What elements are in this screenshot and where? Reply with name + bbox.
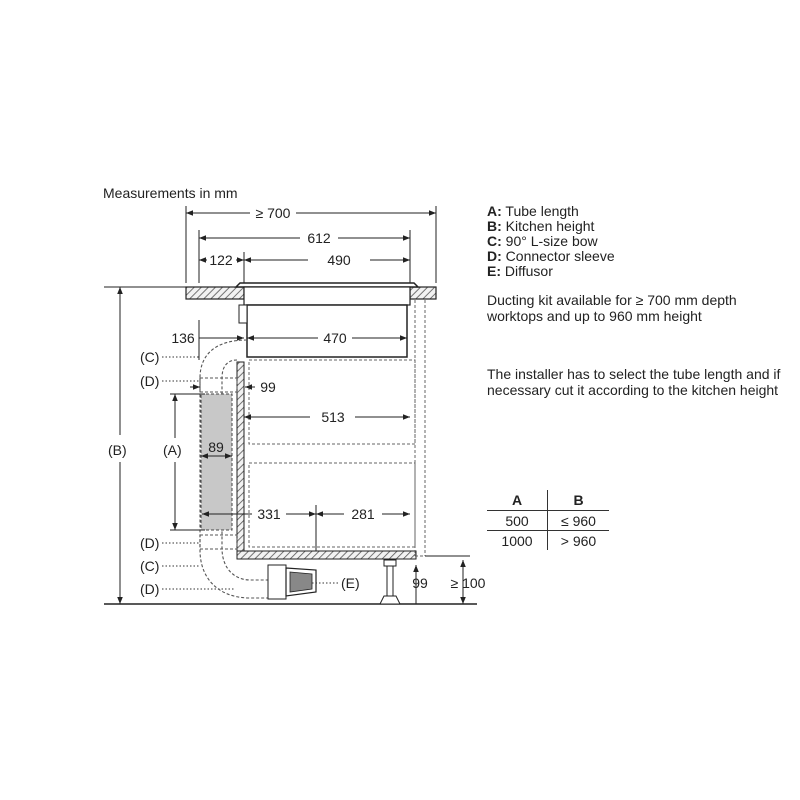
dim-136: 136: [171, 330, 195, 346]
legend-item-d: D: Connector sleeve: [487, 248, 615, 264]
dim-281: 281: [351, 506, 375, 522]
legend: [487, 204, 787, 279]
hob-body: [244, 287, 410, 305]
callout-d-top: (D): [140, 373, 160, 389]
callout-d-mid: (D): [140, 535, 160, 551]
dim-89: 89: [208, 439, 224, 455]
worktop-left: [186, 287, 244, 299]
dim-513: 513: [321, 409, 345, 425]
table-row: 500 ≤ 960: [487, 511, 609, 531]
ducting-note: Ducting kit available for ≥ 700 mm depth worktops and up to 960 mm height: [487, 292, 737, 324]
worktop-right: [410, 287, 436, 299]
dim-612: 612: [307, 230, 331, 246]
legend-item-c: C: 90° L-size bow: [487, 233, 598, 249]
dim-122: 122: [209, 252, 233, 268]
dim-99-vertical: 99: [412, 575, 428, 591]
callout-b: (B): [108, 442, 127, 458]
outlet-stub: [239, 305, 247, 323]
dim-700: ≥ 700: [255, 205, 291, 221]
table-header-a: A: [487, 490, 548, 511]
dim-490: 490: [327, 252, 351, 268]
legend-item-b: B: Kitchen height: [487, 218, 595, 234]
dim-470: 470: [323, 330, 347, 346]
callout-e: (E): [341, 575, 360, 591]
tube-body: [201, 394, 232, 530]
dimension-lines: [120, 206, 470, 604]
diffusor: [268, 565, 316, 599]
callout-a: (A): [163, 442, 182, 458]
plinth-foot: [380, 560, 400, 604]
installer-note: The installer has to select the tube length and if necessary cut it according to the kitchen height: [487, 366, 781, 398]
cabinet-base: [237, 551, 416, 559]
legend-item-a: A: Tube length: [487, 203, 579, 219]
hob-top: [236, 283, 418, 287]
table-header-b: B: [573, 492, 584, 508]
legend-item-e: E: Diffusor: [487, 263, 553, 279]
callout-c-top: (C): [140, 349, 160, 365]
cabinet-back-panel: [237, 362, 244, 558]
dim-100: ≥ 100: [450, 575, 486, 591]
callout-c-bottom: (C): [140, 558, 160, 574]
tube-length-table: [487, 490, 609, 550]
measurements-caption: Measurements in mm: [103, 185, 238, 201]
dim-99-horizontal: 99: [260, 379, 276, 395]
dim-331: 331: [257, 506, 281, 522]
callout-d-bottom: (D): [140, 581, 160, 597]
table-row: 1000 > 960: [487, 531, 609, 551]
